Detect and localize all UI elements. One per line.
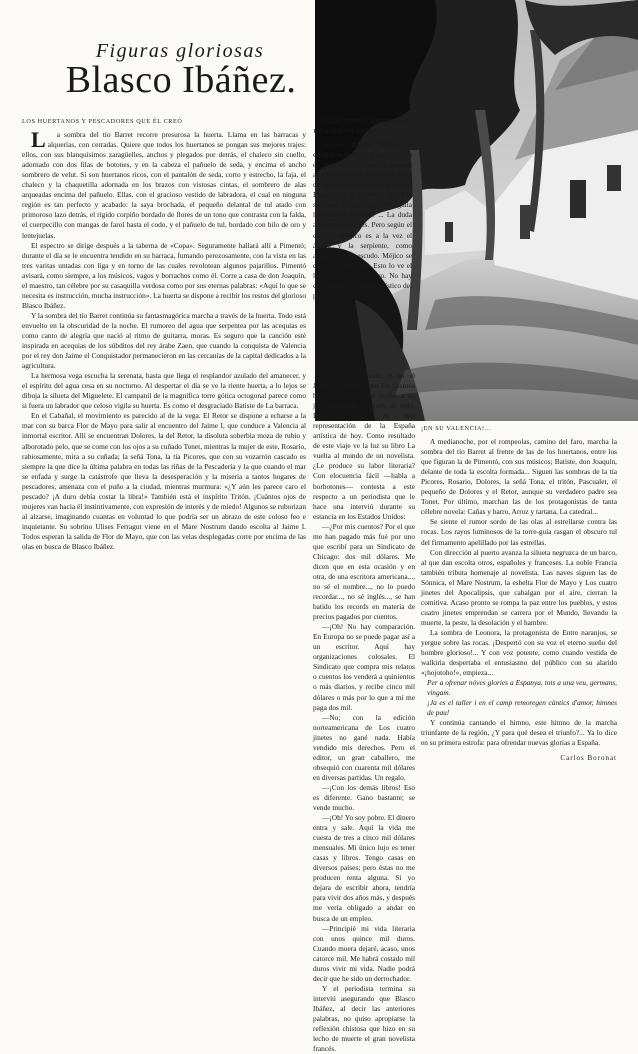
col1-paragraph: En el Cabañal, el movimiento es parecido al de la vega. El Retor se dispone a echarse a la mar con su barca Flor de Mayo para salir al encuentro del Jaime I, que conduce a Valencia al inmortal escritor. Allí se encuentran Dolores, la del Retor, la dísoluta soberbia moza de rubio y alborotado pelo, que se come con los ojos a su cuñado Tonet, mientras la mujer de este, Rosario, rabiosamente, mira a su cuñada; la señá Tona, la tía Picores, que con su vozarrón cascado es siempre la que dice la última palabra en todas las riñas de la Pescadería y la que cuando el mar se enfada y surge la catástrofe que lleva la desesperación y la miseria a tantos hogares de pescadores, amenaza con el puño a la ciudad, mientras murmura: «¿Y aún les parece caro el pescado? ¡A duro debía costar la libra!» También está el inspírito Tritón. ¡Cuántos ojos de mujeres van hacia él instintivamente, con expresión de interés y de miedo! Algunos se ruborizan al alzarse, imaginando cuantas en voluntad lo que podría ser un abrazo de este coloso feo e inquietante. Su sobrino Ulises Ferragut viene en el Mare Nostrum dando escolta al Jaime I. Todos esperan la salida de Flor de Mayo, que con las velas desplegadas corre por encima de las olas en busca de Blasco Ibáñez. xyxy=(22,411,306,551)
col1-paragraph: El espectro se dirige después a la taberna de «Copa». Seguramente hallará allí a Pimentó; durante el día se le encuentra tendido en su barraca, fumando perezosamente, con la vista en las tres varitas untadas con liga y en torno de las cuales revolotean algunos pajarillos. Pimentó avisará, como siempre, a los músicos, vagos y borrachos como él. Corre a casa de don Joaquín, el maestro, tan célebre por su casaquilla verdosa como por sus eternas palabras: «Aquí lo que se necesita es instrucción, mucha instrucción». La huerta se dispone a recibir los restos del glorioso Blasco Ibáñez. xyxy=(22,240,306,310)
col4-paragraph: ¡Ja es el taller i en el camp remoregen càntics d'amor, himnes de pau! xyxy=(427,698,617,718)
col2-paragraph: «NADIE PODRÁ DECIR QUE HE SIDO UN EX-ROCHADOR» xyxy=(313,118,412,136)
col3-paragraph: —¿Por mis cuentos? Por el que me han pagado más fué por uno que escribí para un Sindicato de Chicago: dos mil dólares. Me dicen que en esta ocasión y en otra, de una escritora americana..., no sé el nombre..., no lo puedo recordar..., no sé inglés..., se han batido los records en materia de precios pagados por cuentos. xyxy=(313,521,415,622)
article-title: Blasco Ibáñez. xyxy=(65,59,297,101)
col3-paragraph: Y el periodista termina su interviú asegurando que Blasco Ibáñez, al decir las anteriores palabras, no quiso apropiarse la reflexión chistosa que hizo en su lecho de muerte el gran novelista francés. xyxy=(313,983,415,1054)
col3-paragraph: —¡Oh! No hay comparación. En Europa no se puede pagar así a un escritor. Aquí hay organizaciones colosales. El Sindicato que compra mis relatos o cuentos los venderá a quinientos o más diarios, y recibe cinco mil dólares o más por lo que a mí me paga dos mil. xyxy=(313,622,415,712)
col4-paragraph: Y continúa cantando el himno, este himno de la marcha triunfante de la región, ¿Y para qué desea el triunfo?... Ya lo dice en su primera estrofa: para ofrendar nuevas glorias a España. xyxy=(421,718,617,748)
col4-paragraph: A medianoche, por el rompeolas, camino del faro, marcha la sombra del tío Barret al frente de las de los huertanos, entre los que figuran la de Pimentó, con sus músicos; Batiste, don Joaquín, delante de toda la escolta formada... Siguen las sombras de la tía Picores, Rosario, Dolores, la señá Tona, el tritón, Pascualet, el pequeño de Dolores y el Retor, aunque su verdadero padre sea Tonet. Por último, marchan las de los protagonistas de tanta célebre novela: Cañas y barro, Arroz y tartana, La catedral... xyxy=(421,437,617,517)
col4-paragraph: Carlos Boronat xyxy=(560,753,617,762)
col3-paragraph: —Principié mi vida literaria con unos quince mil duros. Cuando muera dejaré, acaso, unos catorce mil. Me habrá costado mil duros vivir mi vida. Nadie podrá decir que he sido un derrochador. xyxy=(313,923,415,983)
col1-paragraph: LOS HUERTANOS Y PESCADORES QUE ÉL CREÓ xyxy=(22,118,183,125)
col3-paragraph: —¡Oh! Yo soy pobre. El dinero entra y sale. Aquí la vida me cuesta de tres a cinco mil dólares mensuales. Mi único lujo es tener casas y libros. Tengo casas en diversos países; pero éstas no me producen renta alguna. Si yo dejara de escribir ahora, tendría para vivir dos años más, y después me vería obligado a andar en busca de un empleo. xyxy=(313,813,415,923)
col1-paragraph: La hermosa vega escucha la serenata, hasta que llega el resplandor azulado del amanecer, y el espíritu del agua cesa en su nocturno. Al despertar el día se ve la riente huerta, a lo lejos se dibuja la silueta del Miguelete. El campanil de la magnífica torre gótica octogonal parece como si fuera un labrador que celoso vigila su huerta. Es como el desgraciado Batiste de La barraca. xyxy=(22,371,306,411)
col4-paragraph: Se siente el rumor sordo de las olas al estrellarse contra las rocas. Los rayos luminosos de la torre-guía rasgan el obscuro tul del firmamento apelillado por las estrellas. xyxy=(421,517,617,547)
column-left xyxy=(22,117,306,869)
column-right xyxy=(421,424,617,869)
col3-paragraph: —No; con la edición norteamericana de Los cuatro jinetes no gané nada. Había vendido mis derechos. Pero el editor, un gran caballero, me obsequió con cuarenta mil dólares en diversas partidas. Un regalo. xyxy=(313,712,415,782)
col4-paragraph: Per a ofrenar nóves glories a Espanya, tots a una veu, germans, vingam. xyxy=(427,678,617,698)
section-kicker: Figuras gloriosas xyxy=(95,40,265,62)
col3-paragraph: —¡Con los demás libros! Eso es diferente. Gano bastante; se vende mucho. xyxy=(313,782,415,813)
col1-paragraph: La sombra del tío Barret recorre presurosa la huerta. Llama en las barracas y alquerías, con cerradas. Quiere que todos los huertanos se pongan sus mejores trajes: ellos, con sus blanquísimos zaragüelles, anchos y plegados por detrás, el chaleco sin cuello, adornado con dos filas de botones, y en la cabeza el pañuelo de seda, y encima el ancho sombrero de velut. Si son huertanos ricos, con el pantalón de seda, corto y estrecho, la faja, el chaleco y la chaquetilla adornada en los brazos con vistosas cintas, el sombrero de alas arqueadas encima del pañuelo. Ellas, con el gracioso vestido de labradora, el cual en ninguna región es tan perfecto y acabado: la saya brochada, el pequeño delantal de tul atado con primoroso lazo detrás, el rígido corpiño bordado de flores de un tono que contrasta con la falda, el cuerpecillo con mangas de farol hasta el codo, y el pañuelo de tul, bordado con hilo de oro y lentejuelas. xyxy=(22,127,306,240)
col3-paragraph: Recorre el mundo, y en el Japón es recibido con los mismos honores con que se recibe a un jefe de Estado. Después de todo, Blasco Ibáñez es una representación de la España artística de hoy. Como resultado de este viaje ve la luz su libro La vuelta al mundo de un novelista. ¿Le produce su labor literaria? Con elocuencia fácil —habla a borbotones— contesta a este respecto a un periodista que le hace una interviú durante su estancia en los Estados Unidos: xyxy=(313,371,415,521)
col2-paragraph: Vicente Blasco Ibáñez el escritor viajero. Va a la Argentina en plan de colonizador; después al revolucionario Méjico en viaje de estudio para escribir la novela El águila y la serpiente. ¿Será la serpiente Méjico? ¿Será el águila los Estados Unidos? ... La duda aumenta el interés. Pero según el escritor, Méjico es a la vez el águila y la serpiente, como aparece en su escudo. Méjico se devora a sí mismo. Esto lo ve el lector al final del libro. No hay que destruir el efecto artístico del plan. xyxy=(313,140,412,300)
col1-paragraph: Y la sombra del tío Barret continúa su fantasmagórica marcha a través de la huerta. Todo está envuelto en la obscuridad de la noche. El rumoreo del agua que serpentea por las acequias es como canto de alegría que nació al ritmo de guitarra, moras. Es seguro que la canción esté inspirada en acequias de los súbditos del rey árabe Zaen, que cuando la conquista de Valencia por el rey don Jaime el Conquistador permanecieron en las cercanías de la capital dedicados a la agricultura. xyxy=(22,310,306,371)
col4-paragraph: Con dirección al puerto avanza la silueta negruzca de un barco, al que dan escolta otros, españoles y franceses. La noble Francia también tributa homenaje al novelista. Las naves siguen las de Sónnica, el Mare Nostrum, la esbelta Flor de Mayo y Los cuatro jinetes del Apocalipsis, que cabalgan por el aire, cierran la comitiva. Acaso pronto se rompa la paz entre los pueblos, y estos cuatro jinetes emprendan se carrera por el Mundo, llevando la muerte, la peste, la desolación y el hambre. xyxy=(421,547,617,627)
column-middle-top xyxy=(313,117,412,370)
column-middle-bottom xyxy=(313,371,415,1054)
col4-paragraph: ¡EN SU VALENCIA!... xyxy=(421,425,492,432)
col4-paragraph: La sombra de Leonora, la protagonista de Entre naranjos, se yergue sobre las rocas. ¡Despertó con su voz el eterno sueño del hombre glorioso!... Y con voz potente, como cuando vestida de walkiria despertaba el entusiasmo del público con su alarido «¡hojotoho!», empieza... xyxy=(421,627,617,678)
